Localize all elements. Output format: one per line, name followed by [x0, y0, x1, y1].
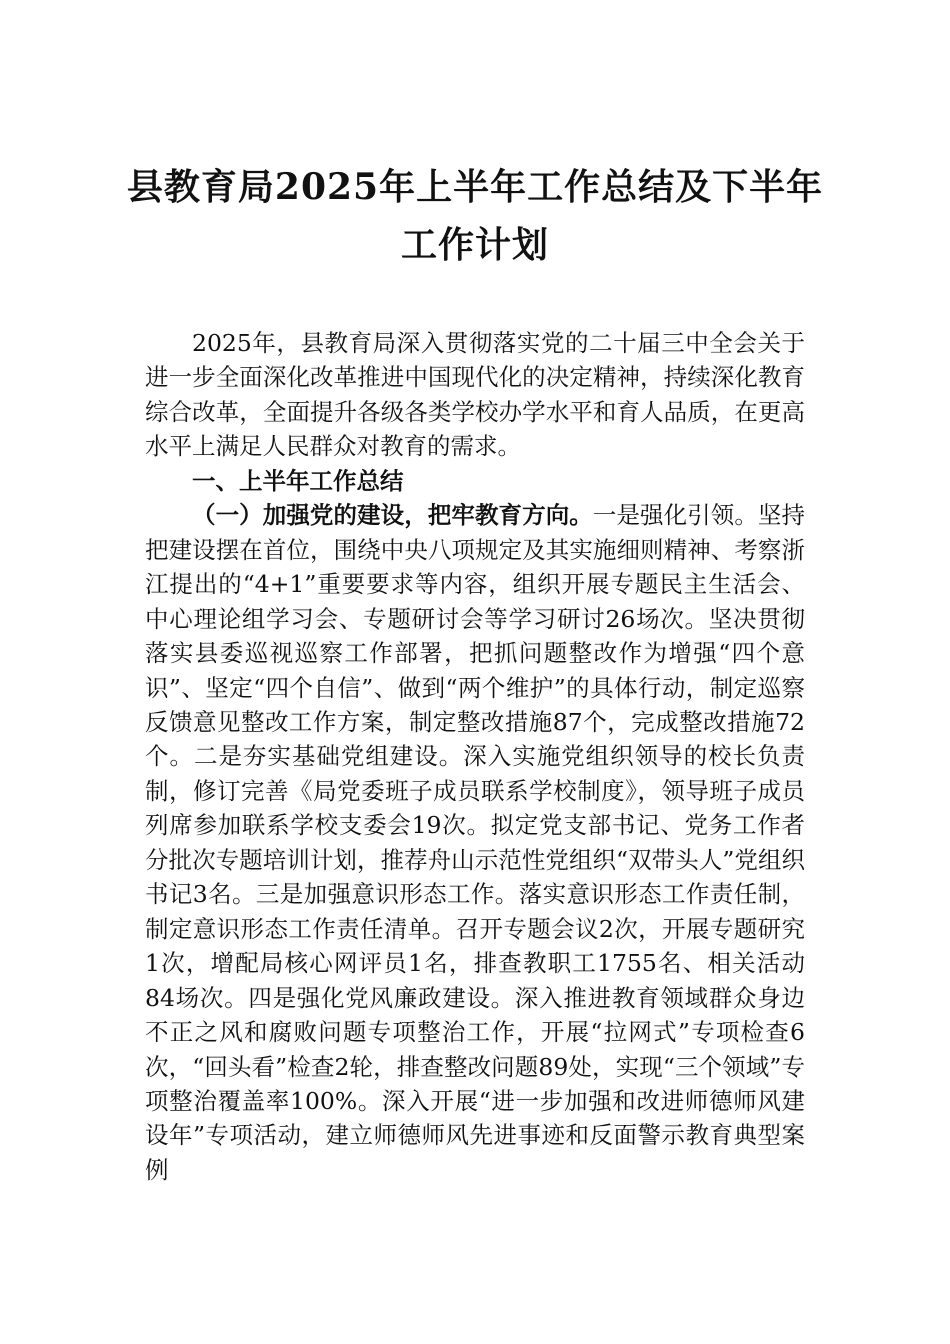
subsection-paragraph	[145, 498, 805, 1187]
subsection-body: 一是强化引领。坚持把建设摆在首位，围绕中央八项规定及其实施细则精神、考察浙江提出的“4+1”重要要求等内容，组织开展专题民主生活会、中心理论组学习会、专题研讨会等学习研讨26场次。坚决贯彻落实县委巡视巡察工作部署，把抓问题整改作为增强“四个意识”、坚定“四个自信”、做到“两个维护”的具体行动，制定巡察反馈意见整改工作方案，制定整改措施87个，完成整改措施72个。二是夯实基础党组建设。深入实施党组织领导的校长负责制，修订完善《局党委班子成员联系学校制度》，领导班子成员列席参加联系学校支委会19次。拟定党支部书记、党务工作者分批次专题培训计划，推荐舟山示范性党组织“双带头人”党组织书记3名。三是加强意识形态工作。落实意识形态工作责任制，制定意识形态工作责任清单。召开专题会议2次，开展专题研究1次，增配局核心网评员1名，排查教职工1755名、相关活动84场次。四是强化党风廉政建设。深入推进教育领域群众身边不正之风和腐败问题专项整治工作，开展“拉网式”专项检查6次，“回头看”检查2轮，排查整改问题89处，实现“三个领域”专项整治覆盖率100%。深入开展“进一步加强和改进师德师风建设年”专项活动，建立师德师风先进事迹和反面警示教育典型案例	[145, 501, 805, 1184]
section-heading: 一、上半年工作总结	[192, 466, 404, 495]
title-line-1: 县教育局2025年上半年工作总结及下半年	[126, 166, 824, 208]
subsection-lead: （一）加强党的建设，把牢教育方向。	[192, 501, 593, 530]
intro-paragraph: 2025年，县教育局深入贯彻落实党的二十届三中全会关于进一步全面深化改革推进中国现代化的决定精神，持续深化教育综合改革，全面提升各级各类学校办学水平和育人品质，在更高水平上满足人民群众对教育的需求。	[145, 329, 805, 461]
document-body	[145, 326, 805, 1187]
document-title	[120, 158, 830, 274]
title-line-2: 工作计划	[400, 224, 549, 266]
